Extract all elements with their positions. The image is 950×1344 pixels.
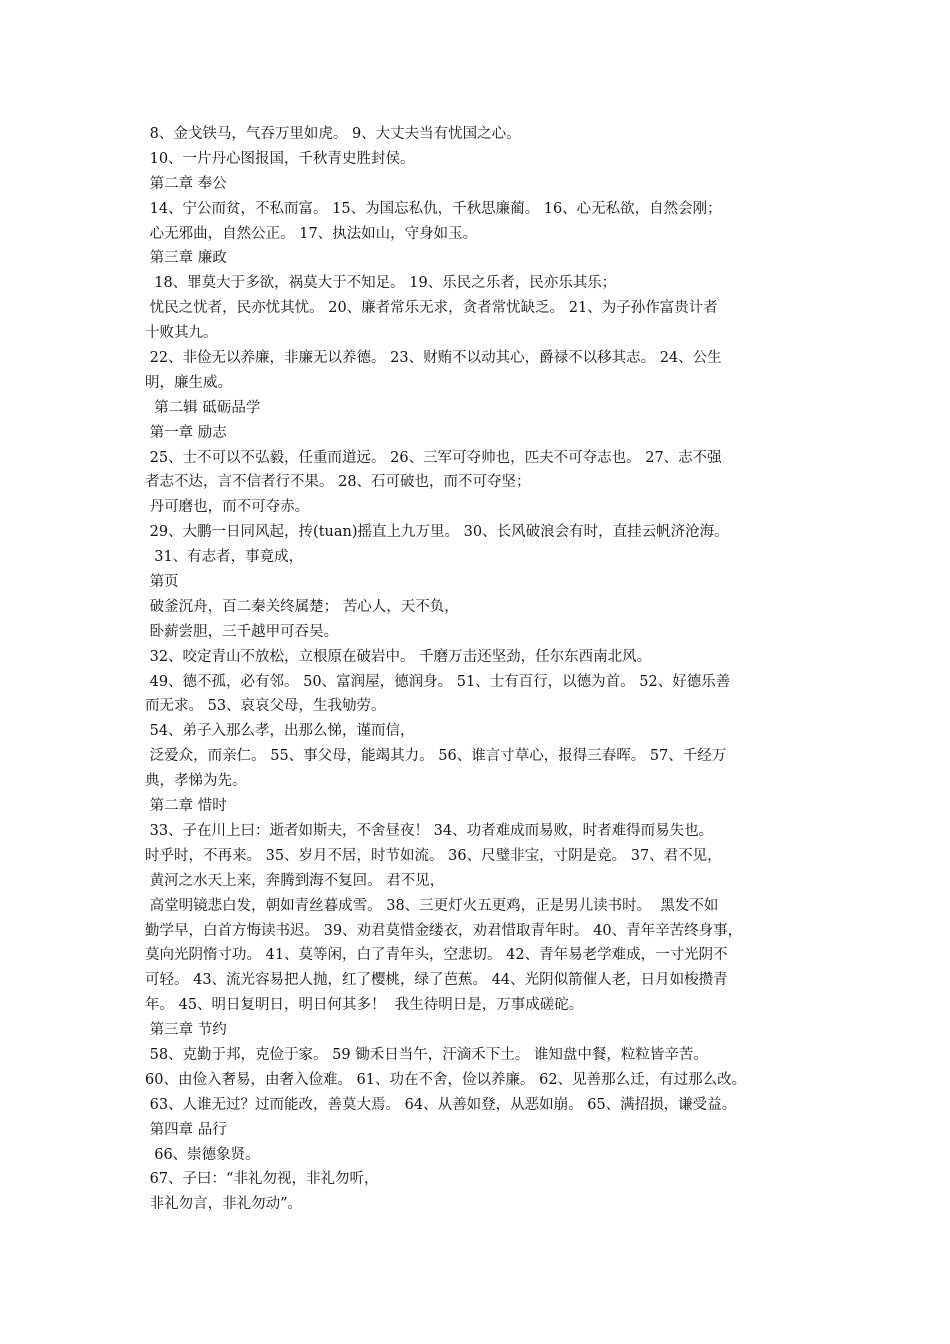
text-line: 14、宁公而贫，不私而富。 15、为国忘私仇，千秋思廉蔺。 16、心无私欲，自然会刚； — [145, 200, 722, 217]
document-page — [145, 122, 835, 1217]
text-line: 60、由俭入奢易，由奢入俭难。 61、功在不舍，俭以养廉。 62、见善那么迁，有过那么改。 — [145, 1071, 747, 1088]
chapter-heading: 第四章 品行 — [145, 1121, 227, 1138]
text-line: 33、子在川上曰：逝者如斯夫，不舍昼夜！ 34、功者难成而易败，时者难得而易失也。 — [145, 822, 714, 839]
text-line: 非礼勿言，非礼勿动”。 — [145, 1196, 303, 1213]
text-line: 10、一片丹心图报国，千秋青史胜封侯。 — [145, 150, 415, 167]
text-line: 十败其九。 — [145, 325, 218, 342]
text-line: 典，孝悌为先。 — [145, 773, 247, 790]
text-line: 高堂明镜悲白发，朝如青丝暮成雪。 38、三更灯火五更鸡，正是男儿读书时。 黑发不如 — [145, 897, 719, 914]
text-line: 54、弟子入那么孝，出那么悌，谨而信， — [145, 723, 415, 740]
text-line: 黄河之水天上来，奔腾到海不复回。 君不见， — [145, 872, 445, 889]
chapter-heading: 第三章 廉政 — [145, 250, 227, 267]
text-line: 丹可磨也，而不可夺赤。 — [145, 499, 310, 516]
chapter-heading: 第一章 励志 — [145, 424, 227, 441]
section-heading: 第二辑 砥砺品学 — [145, 399, 261, 416]
text-line: 32、咬定青山不放松，立根原在破岩中。 千磨万击还坚劲，任尔东西南北风。 — [145, 648, 652, 665]
text-line: 可轻。 43、流光容易把人抛，红了樱桃，绿了芭蕉。 44、光阴似箭催人老，日月如梭攒青 — [145, 972, 728, 989]
text-line: 29、大鹏一日同风起，抟(tuan)摇直上九万里。 30、长风破浪会有时，直挂云帆济沧海。 — [145, 524, 729, 541]
page-marker: 第页 — [145, 574, 179, 591]
text-line: 25、士不可以不弘毅，任重而道远。 26、三军可夺帅也，匹夫不可夺志也。 27、志不强 — [145, 449, 722, 466]
chapter-heading: 第二章 奉公 — [145, 175, 227, 192]
text-line: 63、人谁无过？过而能改，善莫大焉。 64、从善如登，从恶如崩。 65、满招损，谦受益。 — [145, 1096, 737, 1113]
text-line: 8、金戈铁马，气吞万里如虎。 9、大丈夫当有忧国之心。 — [145, 126, 521, 142]
text-line: 31、有志者，事竟成， — [145, 549, 304, 566]
text-line: 忧民之忧者，民亦忧其忧。 20、廉者常乐无求，贪者常忧缺乏。 21、为子孙作富贵计者 — [145, 300, 718, 317]
text-line: 22、非俭无以养廉，非廉无以养德。 23、财贿不以动其心，爵禄不以移其志。 24、公生 — [145, 350, 722, 367]
text-line: 勤学早，白首方悔读书迟。 39、劝君莫惜金缕衣，劝君惜取青年时。 40、青年辛苦终身事， — [145, 922, 743, 939]
chapter-heading: 第三章 节约 — [145, 1022, 227, 1039]
text-line: 而无求。 53、哀哀父母，生我劬劳。 — [145, 698, 386, 715]
text-line: 18、罪莫大于多欲，祸莫大于不知足。 19、乐民之乐者，民亦乐其乐； — [145, 275, 617, 292]
text-line: 卧薪尝胆，三千越甲可吞吴。 — [145, 623, 339, 640]
text-line: 莫向光阴惰寸功。 41、莫等闲，白了青年头，空悲切。 42、青年易老学难成，一寸光阴不 — [145, 947, 728, 964]
text-line: 49、德不孤，必有邻。 50、富润屋，德润身。 51、士有百行，以德为首。 52、好德乐善 — [145, 673, 731, 690]
text-line: 66、崇德象贤。 — [145, 1146, 260, 1163]
text-line: 心无邪曲，自然公正。 17、执法如山，守身如玉。 — [145, 225, 478, 242]
text-line: 泛爱众，而亲仁。 55、事父母，能竭其力。 56、谁言寸草心，报得三春晖。 57、千经万 — [145, 748, 727, 765]
chapter-heading: 第二章 惜时 — [145, 798, 227, 815]
text-line: 者志不达，言不信者行不果。 28、石可破也，而不可夺坚； — [145, 474, 531, 491]
text-line: 58、克勤于邦，克俭于家。 59 锄禾日当午，汗滴禾下土。 谁知盘中餐，粒粒皆辛苦。 — [145, 1046, 708, 1063]
text-line: 明，廉生威。 — [145, 374, 232, 391]
text-line: 67、子曰：“非礼勿视，非礼勿听， — [145, 1171, 379, 1188]
text-line: 时乎时，不再来。 35、岁月不居，时节如流。 36、尺璧非宝，寸阴是竞。 37、君不见， — [145, 847, 722, 864]
text-line: 破釜沉舟，百二秦关终属楚； 苦心人，天不负， — [145, 598, 459, 615]
text-line: 年。 45、明日复明日，明日何其多！ 我生待明日是，万事成磋砣。 — [145, 997, 584, 1014]
